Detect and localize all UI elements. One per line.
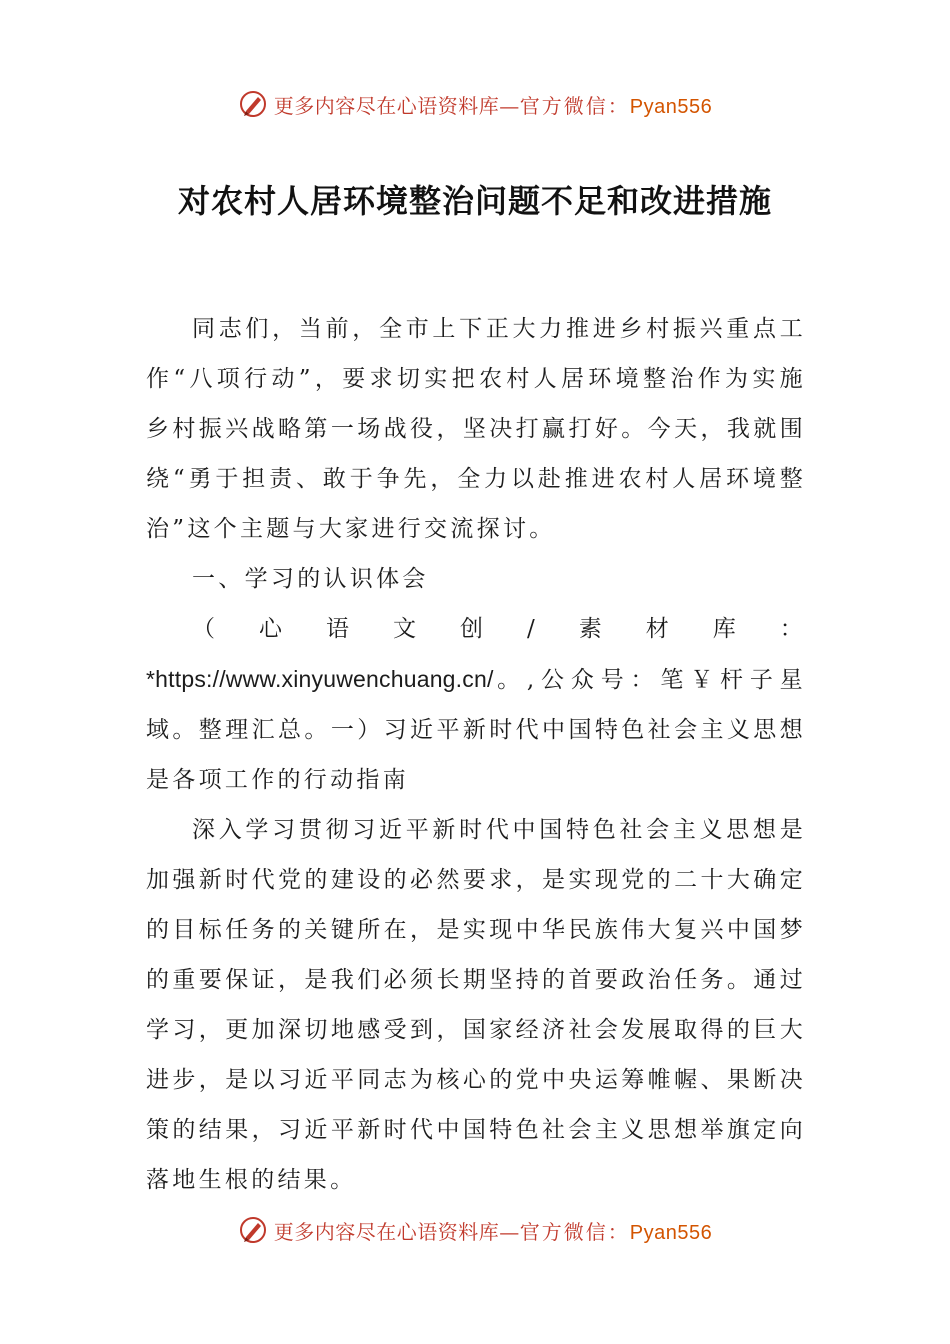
header-banner: [0, 84, 950, 124]
footer-banner: [0, 1210, 950, 1250]
banner-dash: —: [499, 93, 520, 118]
banner-slogan: 更多内容尽在心语资料库: [273, 1219, 500, 1244]
banner-wechat-id: Pyan556: [629, 1221, 713, 1244]
source-url: *https://www.xinyuwenchuang.cn/: [146, 666, 494, 692]
banner-slogan: 更多内容尽在心语资料库: [273, 93, 500, 118]
banner-dash: —: [499, 1219, 520, 1244]
document-body: [146, 304, 806, 1205]
document-title: 对农村人居环境整治问题不足和改进措施: [177, 182, 772, 220]
source-prefix: （心语文创/素材库：: [192, 616, 806, 642]
pen-logo-icon: [238, 89, 268, 119]
pen-logo-icon: [238, 1215, 268, 1245]
banner-text: [274, 90, 712, 119]
banner-wechat-label: 官方微信：: [519, 93, 630, 118]
banner-wechat-label: 官方微信：: [519, 1219, 630, 1244]
paragraph-source: [146, 604, 806, 805]
source-suffix: 。,公众号：笔￥杆子星域。整理汇总。一）习近平新时代中国特色社会主义思想是各项工作的行动指南: [146, 667, 806, 793]
paragraph-intro: 同志们，当前，全市上下正大力推进乡村振兴重点工作“八项行动”，要求切实把农村人居环境整治作为实施乡村振兴战略第一场战役，坚决打赢打好。今天，我就围绕“勇于担责、敢于争先，全力以赴推进农村人居环境整治”这个主题与大家进行交流探讨。: [146, 316, 806, 542]
paragraph-study: 深入学习贯彻习近平新时代中国特色社会主义思想是加强新时代党的建设的必然要求，是实现党的二十大确定的目标任务的关键所在，是实现中华民族伟大复兴中国梦的重要保证，是我们必须长期坚持的首要政治任务。通过学习，更加深切地感受到，国家经济社会发展取得的巨大进步，是以习近平同志为核心的党中央运筹帷幄、果断决策的结果，习近平新时代中国特色社会主义思想举旗定向落地生根的结果。: [146, 817, 806, 1193]
banner-text: [274, 1216, 712, 1245]
banner-wechat-id: Pyan556: [629, 95, 713, 118]
section-heading: 一、学习的认识体会: [192, 566, 429, 592]
